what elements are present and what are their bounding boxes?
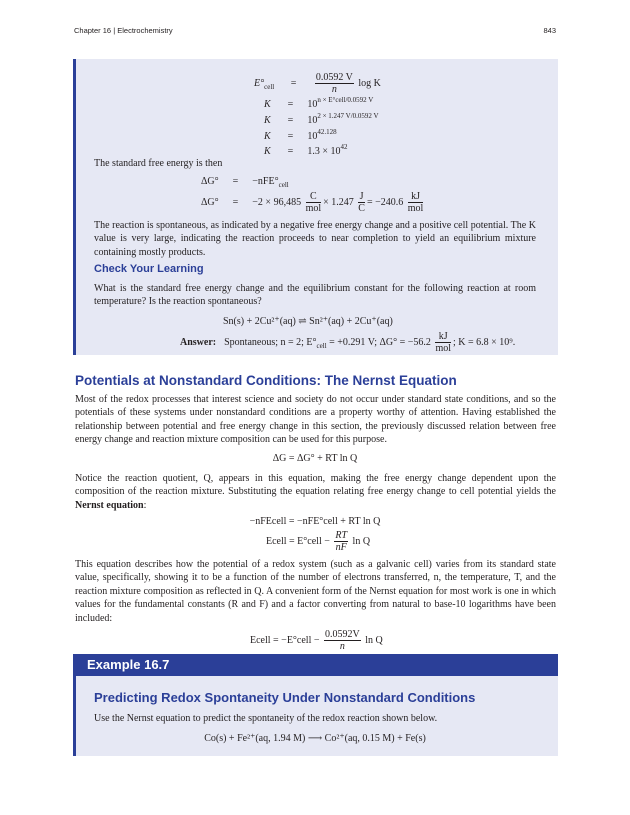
eq-delta-g-formula: $\Delta G^\circ = -nFE^\circ_{cell}$ (201, 176, 289, 189)
running-header-chapter: Chapter 16 | Electrochemistry (74, 26, 173, 35)
check-question: What is the standard free energy change and the equilibrium constant for the following reaction at room temperature? Is the reaction spontaneous? (94, 283, 536, 308)
section-paragraph-3: This equation describes how the potential of a redox system (such as a galvanic cell) varies from its standard state value, specifically, showing it to be a function of the number of electrons transferred, n, the temperature, T, and the reaction mixture composition as reflected in Q. A convenient form of the Nernst equation for most work is one in which values for the fundamental constants (R and F) and a factor converting from natural to base-10 logarithms have been included: (75, 559, 556, 624)
eq-delta-g-calc: ΔG° = −2 × 96,485 $\frac{C}{\text{mol}}$ × 1.247 $\frac{J}{C}$ = −240.6 $\frac{kJ}{\text{mol}}$ (201, 191, 424, 214)
example-label-bar: Example 16.7 (73, 654, 558, 676)
section-paragraph-2: Notice the reaction quotient, Q, appears in this equation, making the free energy change dependent upon the composition of the reaction mixture. Substituting the equation relating free energy change to cell potential yields the Nernst equation: (75, 473, 556, 511)
example-intro: Use the Nernst equation to predict the spontaneity of the redox reaction shown below. (94, 713, 438, 724)
eq-nernst-free-energy: −nFEcell = −nFE°cell + RT ln Q (249, 516, 381, 527)
answer-line: Answer: Spontaneous; n = 2; $E^\circ_{cell} = +0.291$ V; ΔG° = −56.2 $\frac{kJ}{\text{mol}}$ ; K = 6.8 × 10⁹. (180, 331, 516, 354)
check-your-learning-heading: Check Your Learning (94, 263, 204, 275)
page-number: 843 (543, 26, 556, 35)
check-reaction: Sn(s) + 2Cu²⁺(aq) ⇌ Sn²⁺(aq) + 2Cu⁺(aq) (223, 316, 393, 327)
eq-nernst-base10: Ecell = −E°cell − $\frac{0.0592V}{n}$ ln Q (250, 629, 383, 652)
eq-k-exponent-values: $K = 10^{2 \times 1.247 V/0.0592 V}$ (264, 112, 379, 126)
example-title: Predicting Redox Spontaneity Under Nonstandard Conditions (94, 690, 476, 705)
eq-k-result: $K = 1.3 \times 10^{42}$ (264, 143, 348, 157)
section-paragraph-1: Most of the redox processes that interest science and society do not occur under standard state conditions, and so the potentials of these systems under nonstandard conditions are a property worthy of attention. Having established the relationship between potential and free energy change in this section, the previously discussed relation between free energy change and reaction mixture composition can be used for this purpose. (75, 394, 556, 446)
solution-conclusion: The reaction is spontaneous, as indicated by a negative free energy change and a positive cell potential. The K value is very large, indicating the reaction proceeds to near completion to yield an equilibrium mixture containing mostly products. (94, 220, 536, 258)
section-heading: Potentials at Nonstandard Conditions: The Nernst Equation (75, 373, 457, 388)
eq-delta-g-q: ΔG = ΔG° + RT ln Q (272, 453, 358, 464)
nernst-equation-term: Nernst equation (75, 499, 144, 511)
eq-ecell-log-k: $E^\circ_{cell}$ = $\frac{0.0592 V}{n}$ log K (254, 72, 381, 95)
eq-k-exponent-general: $K = 10^{n \times E^\circ cell/0.0592 V}$ (264, 96, 374, 110)
example-reaction: Co(s) + Fe²⁺(aq, 1.94 M) ⟶ Co²⁺(aq, 0.15 M) + Fe(s) (204, 733, 426, 744)
free-energy-intro: The standard free energy is then (94, 158, 223, 169)
eq-nernst-general: Ecell = E°cell − $\frac{RT}{nF}$ ln Q (266, 530, 371, 553)
eq-k-exponent-number: $K = 10^{42.128}$ (264, 128, 337, 142)
